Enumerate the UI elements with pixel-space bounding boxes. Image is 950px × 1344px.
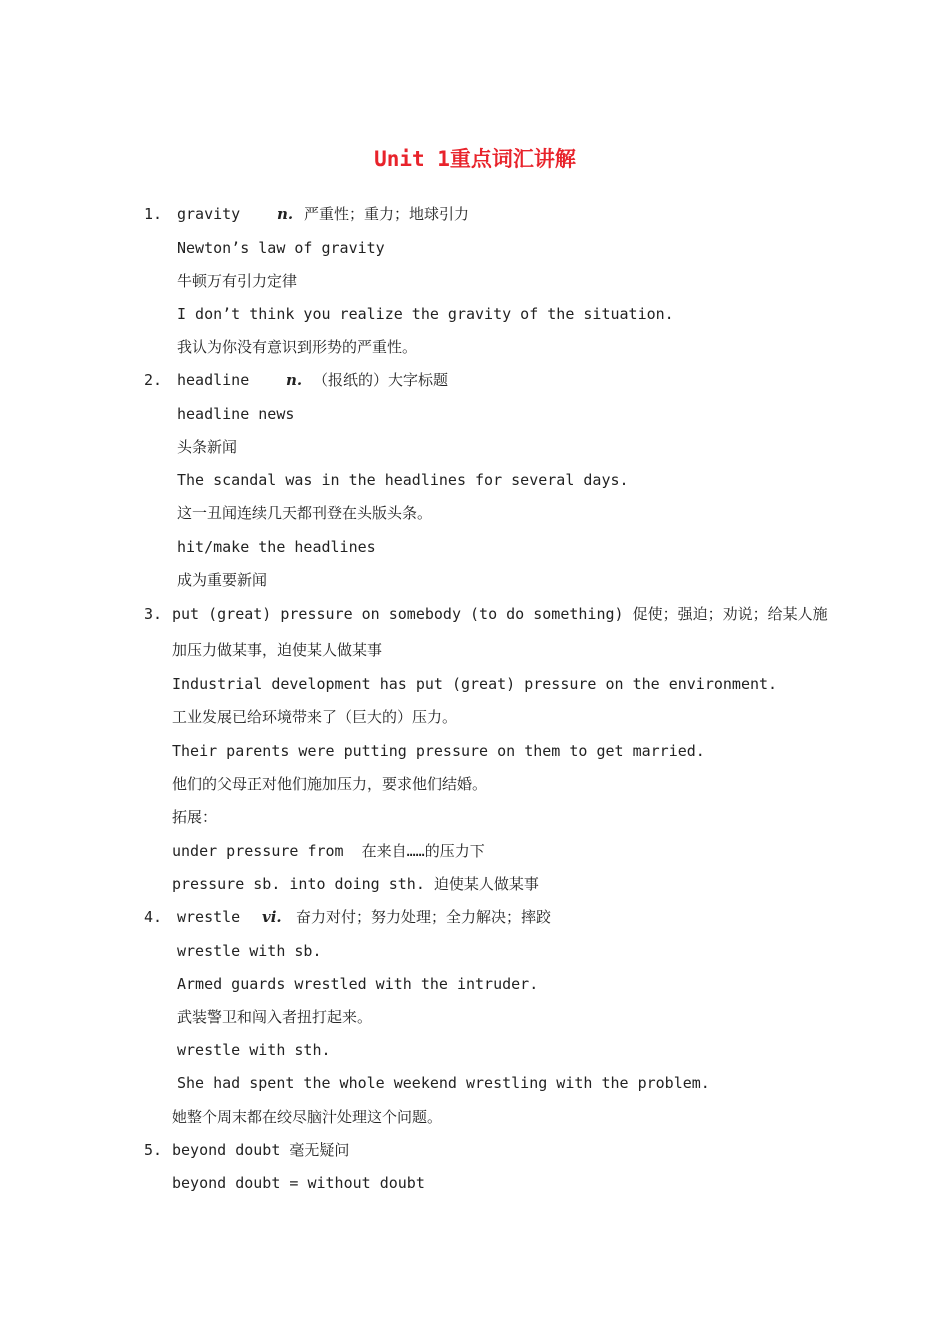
entry-number: 4.: [144, 908, 163, 926]
example-line: 武装警卫和闯入者扭打起来。: [177, 1008, 373, 1026]
example-line: Their parents were putting pressure on them to get married.: [172, 742, 705, 760]
example-line: 我认为你没有意识到形势的严重性。: [177, 338, 418, 356]
example-line: 加压力做某事，迫使某人做某事: [172, 641, 383, 659]
headword: gravity: [177, 205, 241, 223]
definition: 奋力对付；努力处理；全力解决；摔跤: [296, 908, 552, 926]
example-line: under pressure from 在来自……的压力下: [172, 842, 485, 860]
example-line: 工业发展已给环境带来了（巨大的）压力。: [172, 708, 458, 726]
headword-phrase: beyond doubt 毫无疑问: [172, 1141, 350, 1159]
entry-number: 3.: [144, 605, 163, 623]
headword: headline: [177, 371, 250, 389]
example-line: Newton’s law of gravity: [177, 239, 385, 257]
example-line: 头条新闻: [177, 438, 238, 456]
definition: （报纸的）大字标题: [313, 371, 449, 389]
example-line: wrestle with sb.: [177, 942, 322, 960]
example-line: Armed guards wrestled with the intruder.: [177, 975, 539, 993]
example-line: 牛顿万有引力定律: [177, 272, 298, 290]
example-line: wrestle with sth.: [177, 1041, 331, 1059]
entry-number: 5.: [144, 1141, 163, 1159]
example-line: hit/make the headlines: [177, 538, 376, 556]
part-of-speech: n.: [286, 371, 303, 389]
example-line: headline news: [177, 405, 295, 423]
example-line: beyond doubt = without doubt: [172, 1174, 425, 1192]
example-line: The scandal was in the headlines for several days.: [177, 471, 629, 489]
example-line: 成为重要新闻: [177, 571, 268, 589]
example-line: Industrial development has put (great) pressure on the environment.: [172, 675, 778, 693]
definition: 严重性；重力；地球引力: [304, 205, 470, 223]
part-of-speech: vi.: [262, 908, 282, 926]
headword: wrestle: [177, 908, 241, 926]
example-line: She had spent the whole weekend wrestling with the problem.: [177, 1074, 710, 1092]
example-line: I don’t think you realize the gravity of the situation.: [177, 305, 674, 323]
entry-number: 2.: [144, 371, 163, 389]
page-title: Unit 1重点词汇讲解: [374, 147, 576, 171]
example-line: pressure sb. into doing sth. 迫使某人做某事: [172, 875, 539, 893]
headword-phrase: put (great) pressure on somebody (to do something) 促使；强迫；劝说；给某人施: [172, 605, 828, 623]
entry-number: 1.: [144, 205, 163, 223]
part-of-speech: n.: [277, 205, 294, 223]
example-line: 他们的父母正对他们施加压力，要求他们结婚。: [172, 775, 488, 793]
example-line: 这一丑闻连续几天都刊登在头版头条。: [177, 504, 433, 522]
example-line: 拓展：: [172, 808, 218, 826]
example-line: 她整个周末都在绞尽脑汁处理这个问题。: [172, 1108, 443, 1126]
